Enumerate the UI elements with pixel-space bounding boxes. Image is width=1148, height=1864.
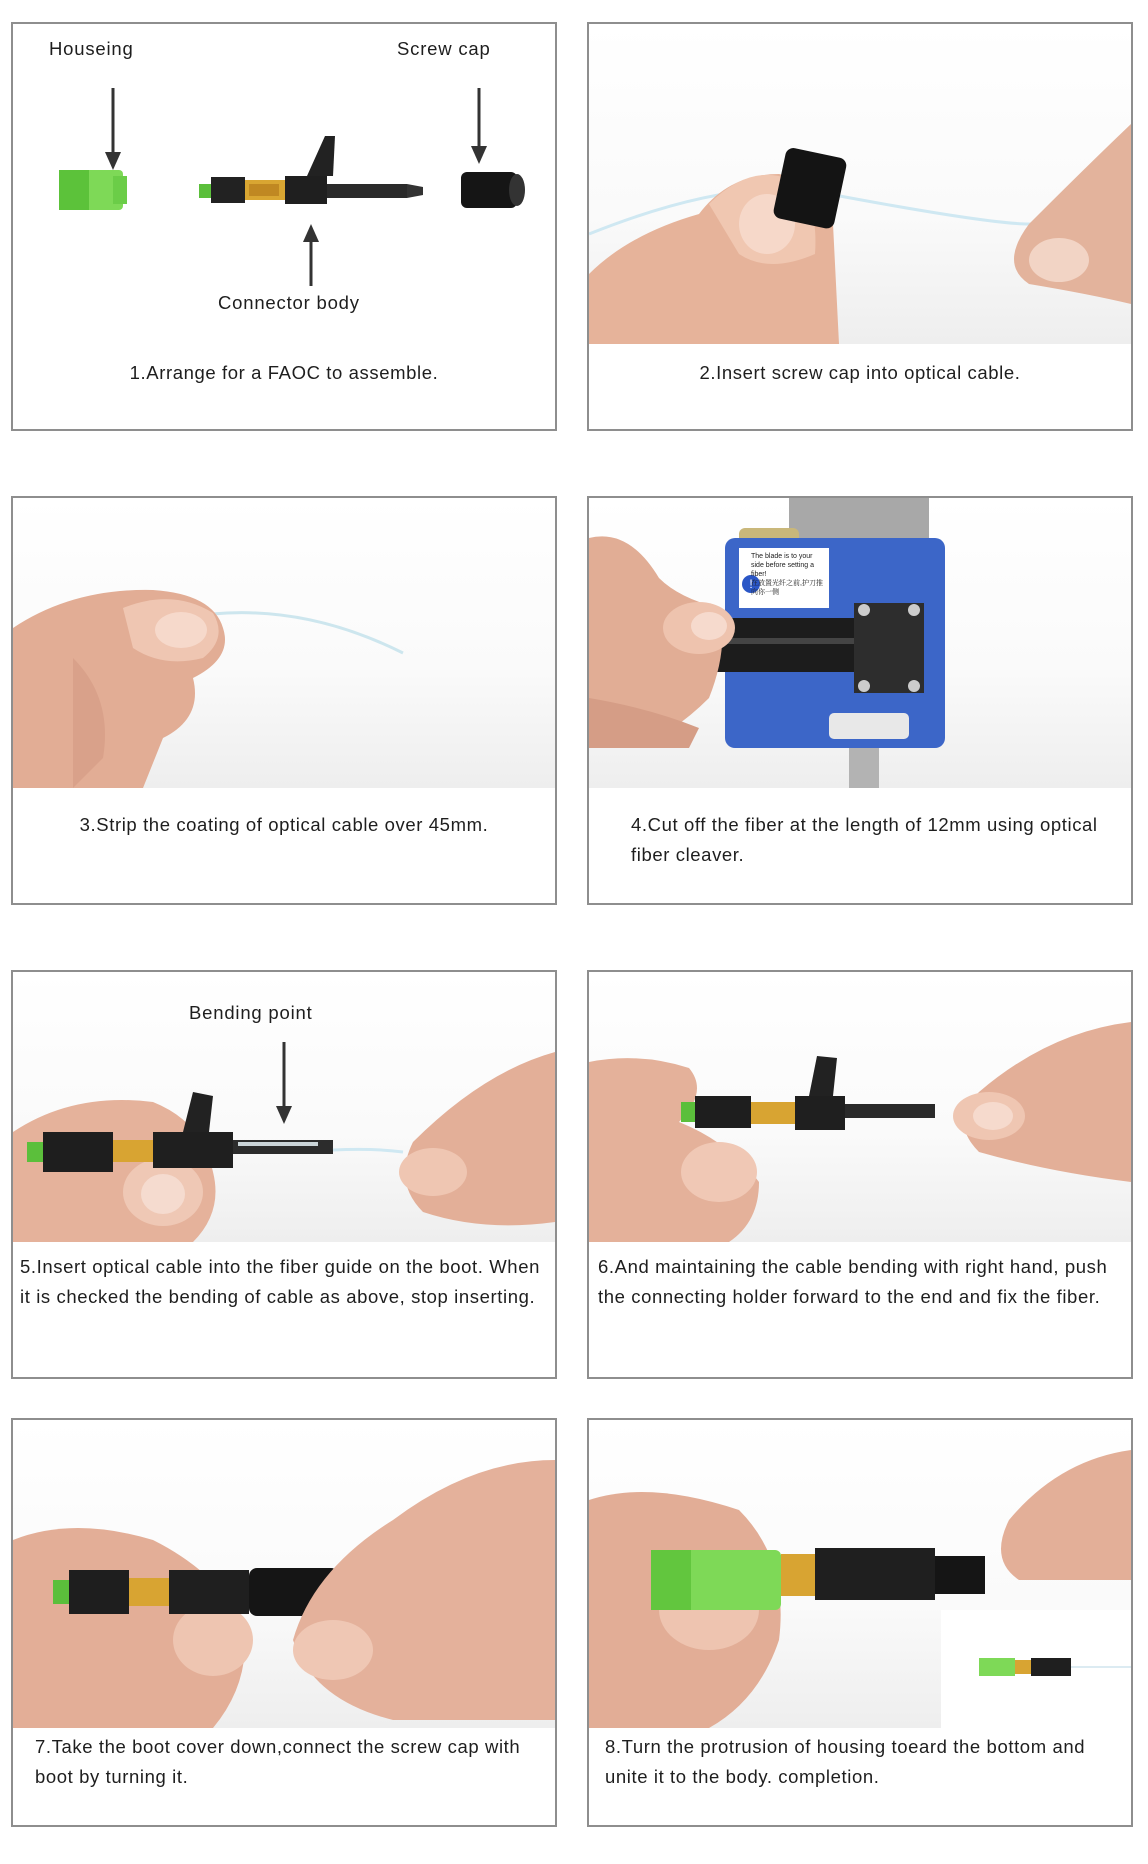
bending-point-label: Bending point xyxy=(189,1002,313,1023)
sticker-english-text: The blade is to your side before setting a fiber! xyxy=(751,553,815,578)
step-3-caption: 3.Strip the coating of optical cable over 45mm. xyxy=(79,814,489,835)
completion-illustration xyxy=(589,1420,1131,1728)
screw-cap-join-illustration xyxy=(13,1420,555,1728)
step-2-photo xyxy=(589,24,1131,344)
step-6-panel xyxy=(587,970,1133,1379)
step-4-photo xyxy=(589,498,1131,788)
step-7-caption: 7.Take the boot cover down,connect the screw cap with boot by turning it. xyxy=(35,1736,521,1787)
arrow-down-icon xyxy=(471,88,487,164)
step-7-photo xyxy=(13,1420,555,1728)
push-holder-illustration xyxy=(589,972,1131,1242)
cleaver-illustration xyxy=(589,498,1131,788)
housing-label: Houseing xyxy=(49,38,134,59)
step-5-photo xyxy=(13,972,555,1242)
screw-cap-label: Screw cap xyxy=(397,38,491,59)
arrow-down-icon xyxy=(276,1042,292,1124)
step-4-caption: 4.Cut off the fiber at the length of 12mm using optical fiber cleaver. xyxy=(631,814,1098,865)
step-1-photo xyxy=(13,24,555,314)
step-3-panel xyxy=(11,496,557,905)
step-5-caption: 5.Insert optical cable into the fiber guide on the boot. When it is checked the bending of cable as above, stop inserting. xyxy=(20,1256,540,1307)
hands-screwcap-illustration xyxy=(589,24,1131,344)
sticker-chinese-text: 在放置光纤之前,护刀推向你一侧 xyxy=(751,580,823,596)
housing-part xyxy=(59,170,127,210)
step-7-panel xyxy=(11,1418,557,1827)
connector-body-part xyxy=(199,136,423,204)
connector-body-label: Connector body xyxy=(218,292,360,313)
screw-cap-part xyxy=(461,172,525,208)
step-2-caption: 2.Insert screw cap into optical cable. xyxy=(699,362,1021,383)
step-2-panel xyxy=(587,22,1133,431)
step-8-caption: 8.Turn the protrusion of housing toeard the bottom and unite it to the body. completion. xyxy=(605,1736,1086,1787)
cleaver-sticker-text xyxy=(751,552,827,597)
arrow-up-icon xyxy=(303,224,319,286)
step-5-panel xyxy=(11,970,557,1379)
step-6-caption: 6.And maintaining the cable bending with right hand, push the connecting holder forward to the end and fix the fiber. xyxy=(598,1256,1108,1307)
step-1-caption: 1.Arrange for a FAOC to assemble. xyxy=(129,362,439,383)
step-1-panel xyxy=(11,22,557,431)
svg-text:!: ! xyxy=(749,577,753,591)
step-3-photo xyxy=(13,498,555,788)
step-6-photo xyxy=(589,972,1131,1242)
hand-strip-illustration xyxy=(13,498,555,788)
step-8-panel xyxy=(587,1418,1133,1827)
arrow-down-icon xyxy=(105,88,121,170)
faoc-parts-illustration xyxy=(13,24,555,314)
step-4-panel xyxy=(587,496,1133,905)
step-8-photo xyxy=(589,1420,1131,1728)
